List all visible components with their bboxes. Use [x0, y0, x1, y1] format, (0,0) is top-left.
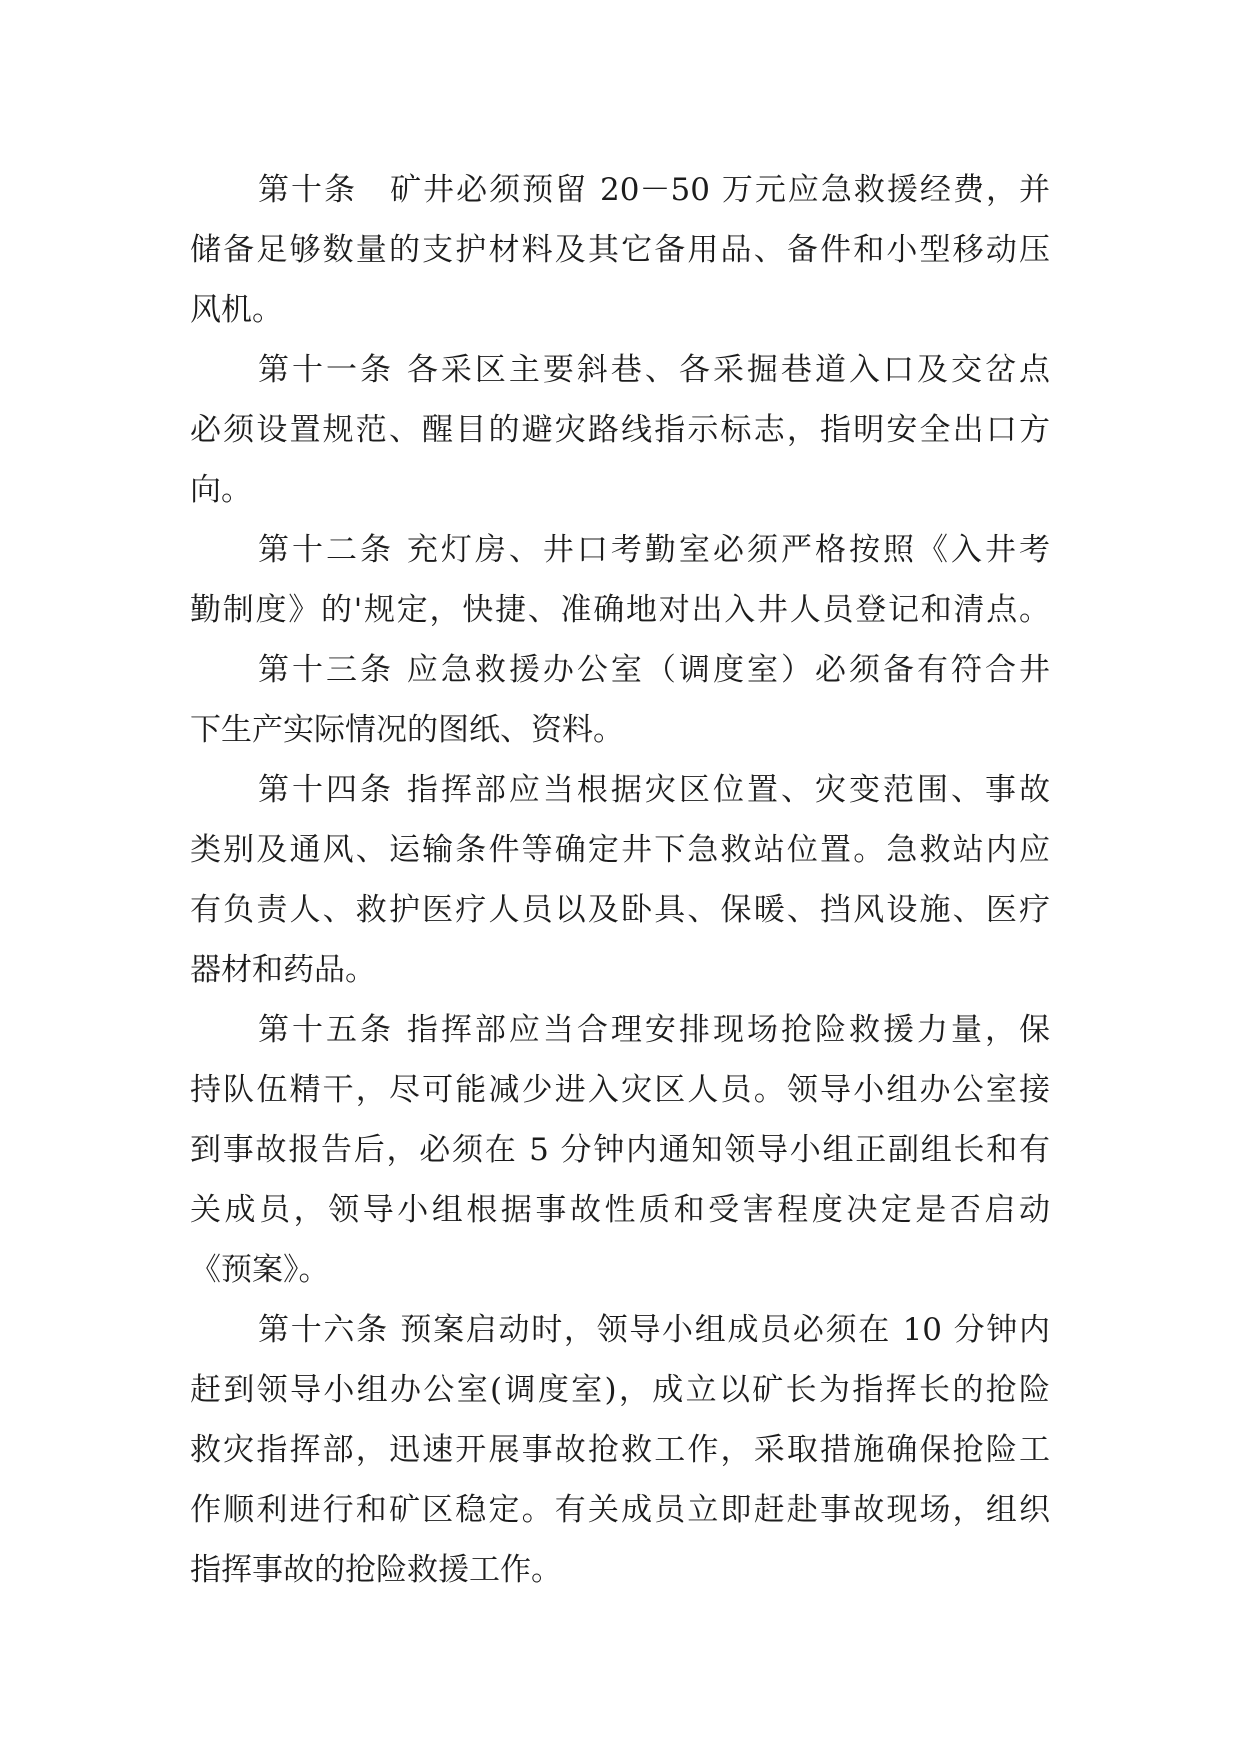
- text-line: 《预案》。: [190, 1252, 330, 1288]
- text-line: 作顺利进行和矿区稳定。有关成员立即赶赴事故现场，组织: [190, 1492, 1050, 1528]
- text-line: 关成员，领导小组根据事故性质和受害程度决定是否启动: [190, 1192, 1050, 1228]
- text-line: 第十六条 预案启动时，领导小组成员必须在 10 分钟内: [258, 1312, 1050, 1348]
- text-line: 第十五条 指挥部应当合理安排现场抢险救援力量，保: [258, 1012, 1050, 1048]
- paragraph-article-14: [190, 760, 1050, 1000]
- text-line: 向。: [190, 472, 252, 508]
- text-line: 指挥事故的抢险救援工作。: [190, 1552, 562, 1588]
- text-line: 第十一条 各采区主要斜巷、各采掘巷道入口及交岔点: [258, 352, 1050, 388]
- paragraph-article-15: [190, 1000, 1050, 1300]
- text-line: 储备足够数量的支护材料及其它备用品、备件和小型移动压: [190, 232, 1050, 268]
- text-line: 第十条 矿井必须预留 20－50 万元应急救援经费，并: [258, 172, 1050, 208]
- text-line: 到事故报告后，必须在 5 分钟内通知领导小组正副组长和有: [190, 1132, 1050, 1168]
- text-line: 救灾指挥部，迅速开展事故抢救工作，采取措施确保抢险工: [190, 1432, 1050, 1468]
- text-line: 第十二条 充灯房、井口考勤室必须严格按照《入井考: [258, 532, 1050, 568]
- text-line: 第十四条 指挥部应当根据灾区位置、灾变范围、事故: [258, 772, 1050, 808]
- text-line: 勤制度》的'规定，快捷、准确地对出入井人员登记和清点。: [190, 592, 1050, 628]
- text-line: 有负责人、救护医疗人员以及卧具、保暖、挡风设施、医疗: [190, 892, 1050, 928]
- text-line: 持队伍精干，尽可能减少进入灾区人员。领导小组办公室接: [190, 1072, 1050, 1108]
- text-line: 赶到领导小组办公室(调度室)，成立以矿长为指挥长的抢险: [190, 1372, 1050, 1408]
- text-line: 器材和药品。: [190, 952, 376, 988]
- paragraph-article-12: [190, 520, 1050, 640]
- text-line: 风机。: [190, 292, 283, 328]
- text-line: 必须设置规范、醒目的避灾路线指示标志，指明安全出口方: [190, 412, 1050, 448]
- text-line: 第十三条 应急救援办公室（调度室）必须备有符合井: [258, 652, 1050, 688]
- paragraph-article-11: [190, 340, 1050, 520]
- document-body: [190, 160, 1050, 1600]
- paragraph-article-13: [190, 640, 1050, 760]
- paragraph-article-16: [190, 1300, 1050, 1600]
- text-line: 类别及通风、运输条件等确定井下急救站位置。急救站内应: [190, 832, 1050, 868]
- text-line: 下生产实际情况的图纸、资料。: [190, 712, 624, 748]
- paragraph-article-10: [190, 160, 1050, 340]
